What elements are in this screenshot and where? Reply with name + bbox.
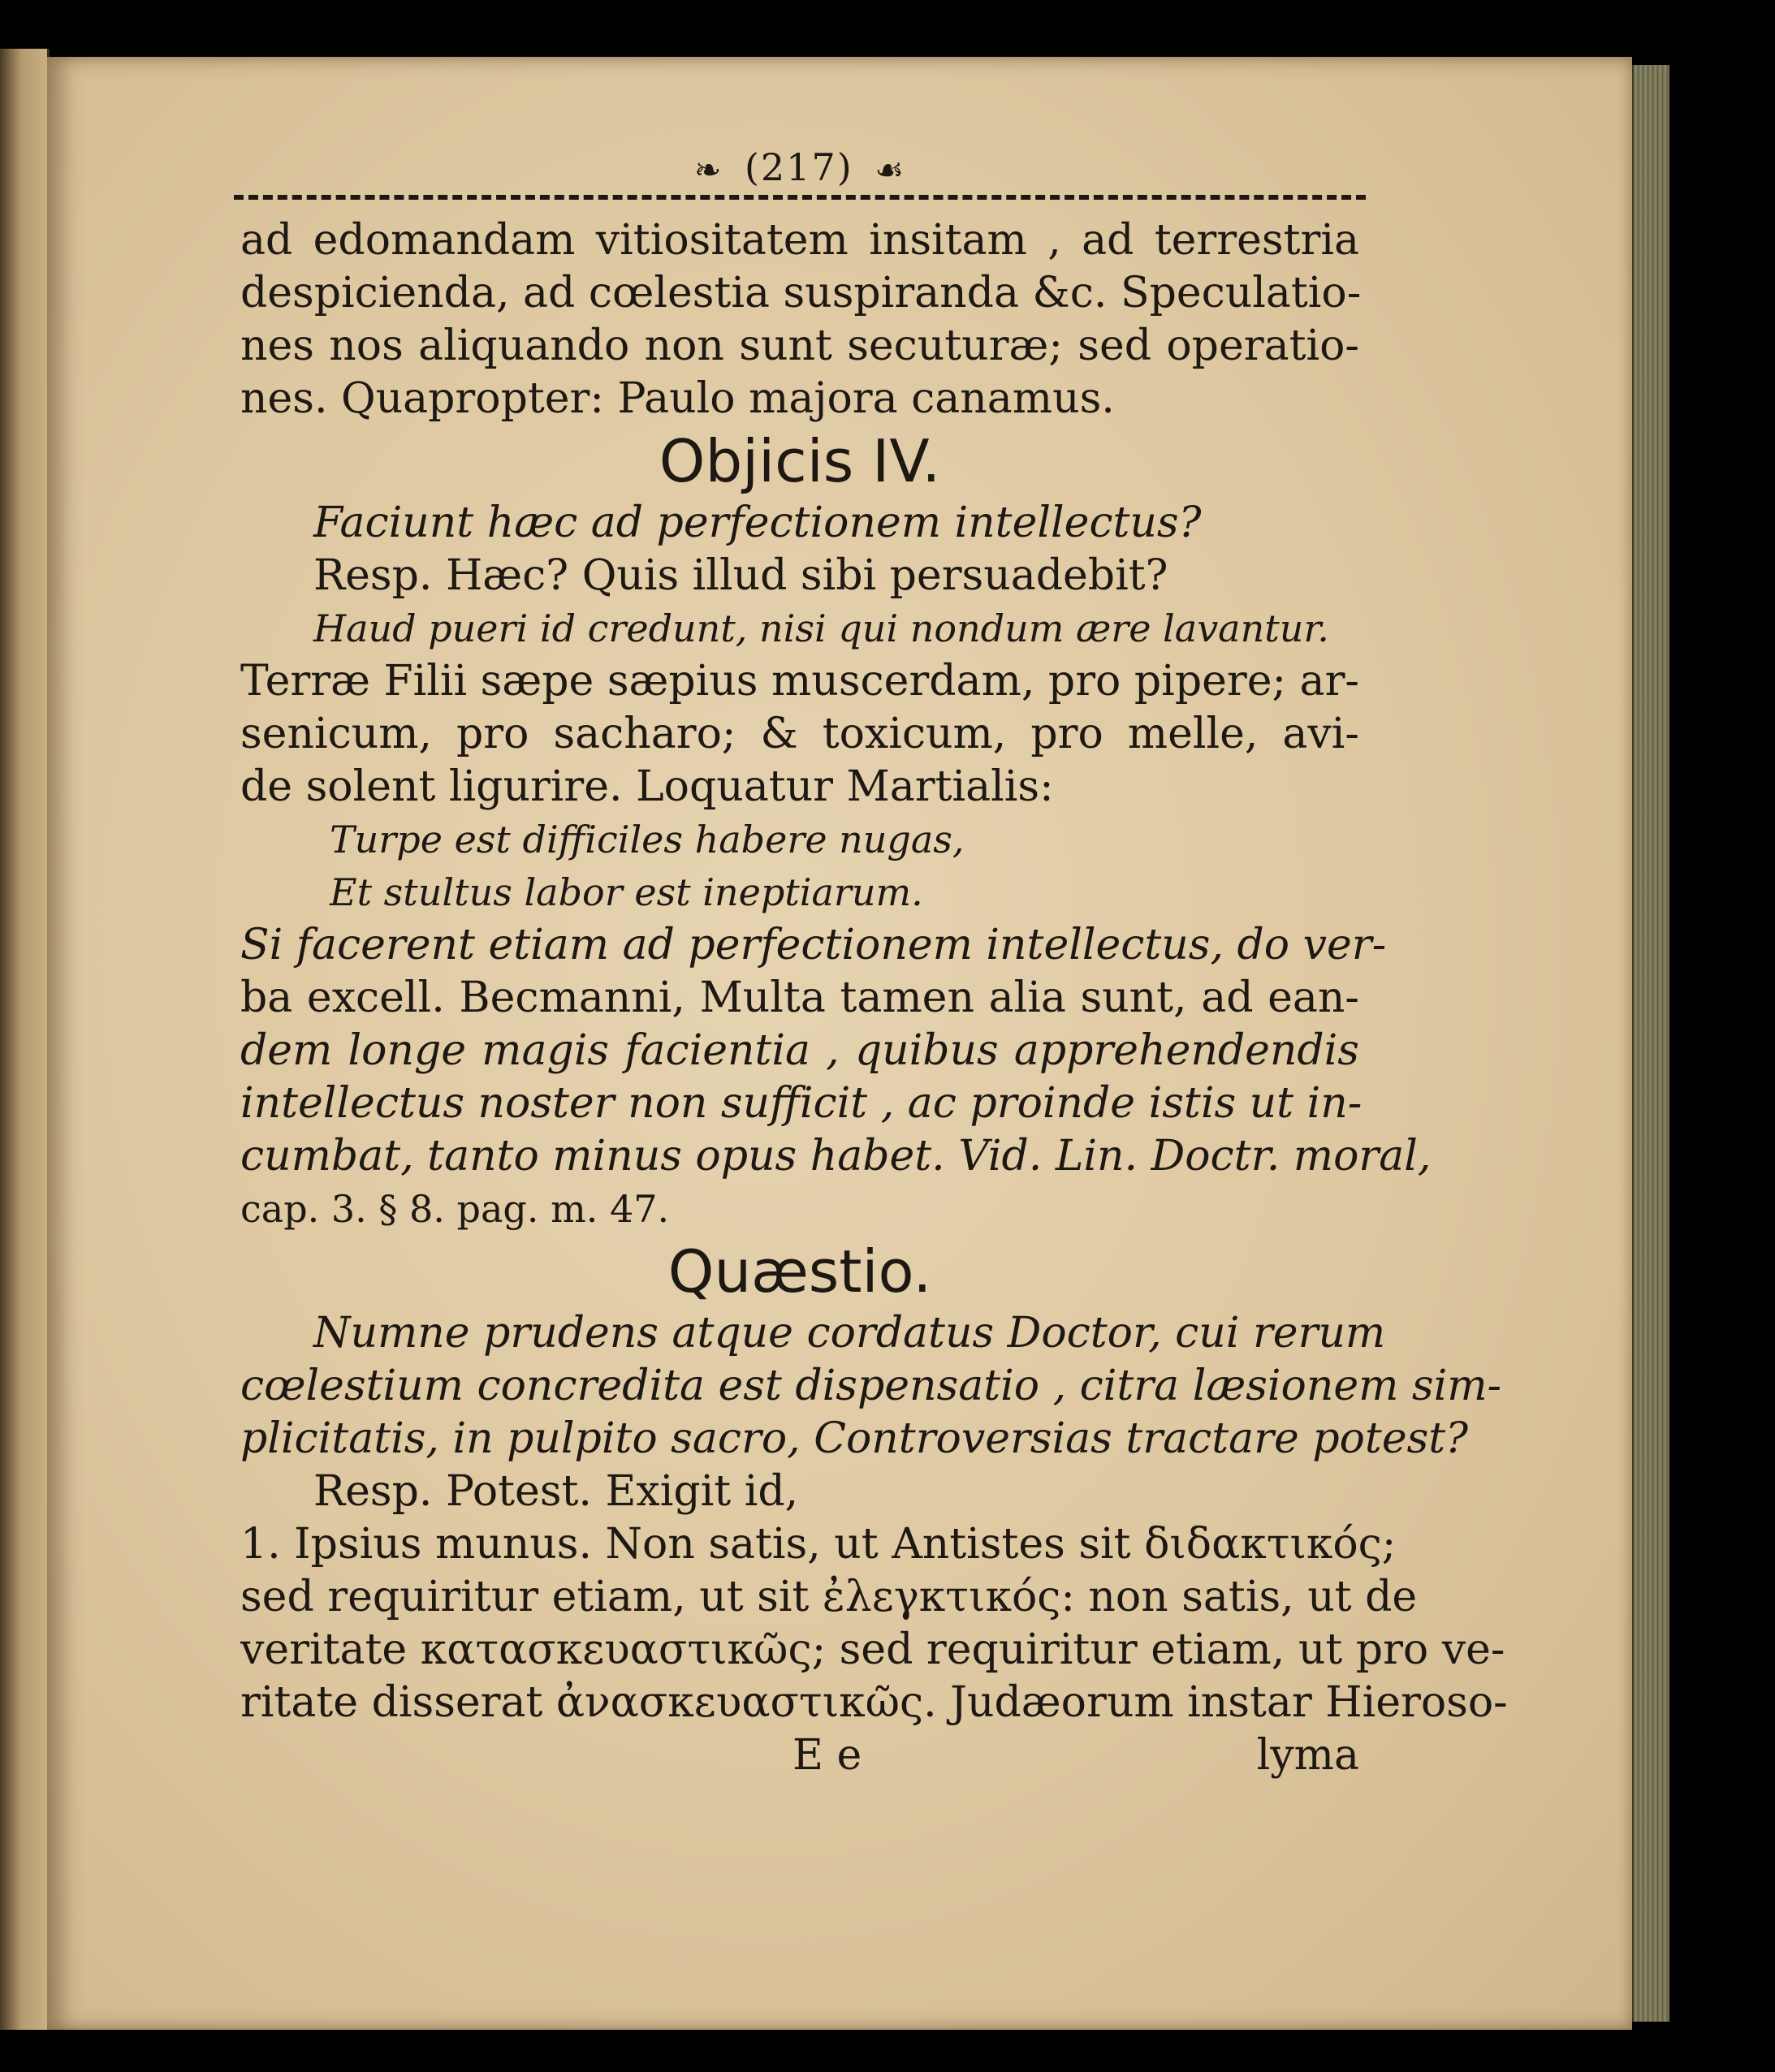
section-heading-objicis: Objicis IV. [659,427,941,495]
page-header [240,145,1359,193]
question-line: cœlestium concredita est dispensatio , citra læsionem sim- [240,1362,1502,1410]
text-line: Terræ Filii sæpe sæpius muscerdam, pro pipere; ar- [240,657,1359,706]
verse-line: Et stultus labor est ineptiarum. [330,870,923,914]
ornament-right-icon: ☙ [875,152,906,189]
text-line: ritate disserat ἀνασκευαστικῶς. Judæorum instar Hieroso- [240,1678,1508,1727]
text-line: dem longe magis facientia , quibus apprehendendis [240,1026,1359,1075]
question-line: plicitatis, in pulpito sacro, Controversias tractare potest? [240,1414,1469,1463]
quote-line: Haud pueri id credunt, nisi qui nondum ære lavantur. [313,606,1329,650]
section-heading-quaestio: Quæstio. [667,1237,932,1306]
text-line: cumbat, tanto minus opus habet. Vid. Lin. Doctr. moral, [240,1132,1432,1181]
question-line: Numne prudens atque cordatus Doctor, cui rerum [313,1309,1386,1358]
text-line: nes. Quapropter: Paulo majora canamus. [240,374,1115,423]
text-line: veritate κατασκευαστικῶς; sed requiritur etiam, ut pro ve- [240,1625,1505,1674]
verse-line: Turpe est difficiles habere nugas, [330,818,965,861]
objection-question: Faciunt hæc ad perfectionem intellectus? [313,499,1202,547]
text-line: ba excell. Becmanni, Multa tamen alia sunt, ad ean- [240,973,1359,1022]
text-line: cap. 3. § 8. pag. m. 47. [240,1187,670,1231]
text-line: ad edomandam vitiositatem insitam , ad terrestria [240,216,1359,265]
response-line: Resp. Hæc? Quis illud sibi persuadebit? [313,551,1168,600]
text-line: senicum, pro sacharo; & toxicum, pro melle, avi- [240,710,1359,758]
text-line: despicienda, ad cœlestia suspiranda &c. Speculatio- [240,269,1362,317]
text-line: nes nos aliquando non sunt secuturæ; sed operatio- [240,322,1359,370]
page-text [240,145,1508,1782]
page-stack-edge [1632,65,1669,2022]
response-line: Resp. Potest. Exigit id, [313,1467,799,1516]
text-line: 1. Ipsius munus. Non satis, ut Antistes sit διδακτικός; [240,1520,1397,1569]
text-line: de solent ligurire. Loquatur Martialis: [240,762,1054,811]
signature-mark: E e [792,1731,862,1780]
header-rule [234,195,1366,208]
text-line: sed requiritur etiam, ut sit ἐλεγκτικός: non satis, ut de [240,1573,1418,1621]
catchword: lyma [1256,1731,1359,1780]
text-line: Si facerent etiam ad perfectionem intellectus, do ver- [240,921,1387,969]
ornament-left-icon: ❧ [693,152,723,189]
page-number: (217) [744,145,853,189]
text-line: intellectus noster non sufficit , ac proinde istis ut in- [240,1079,1363,1128]
page-footer [240,1729,1359,1782]
previous-page-edge [0,49,50,2030]
